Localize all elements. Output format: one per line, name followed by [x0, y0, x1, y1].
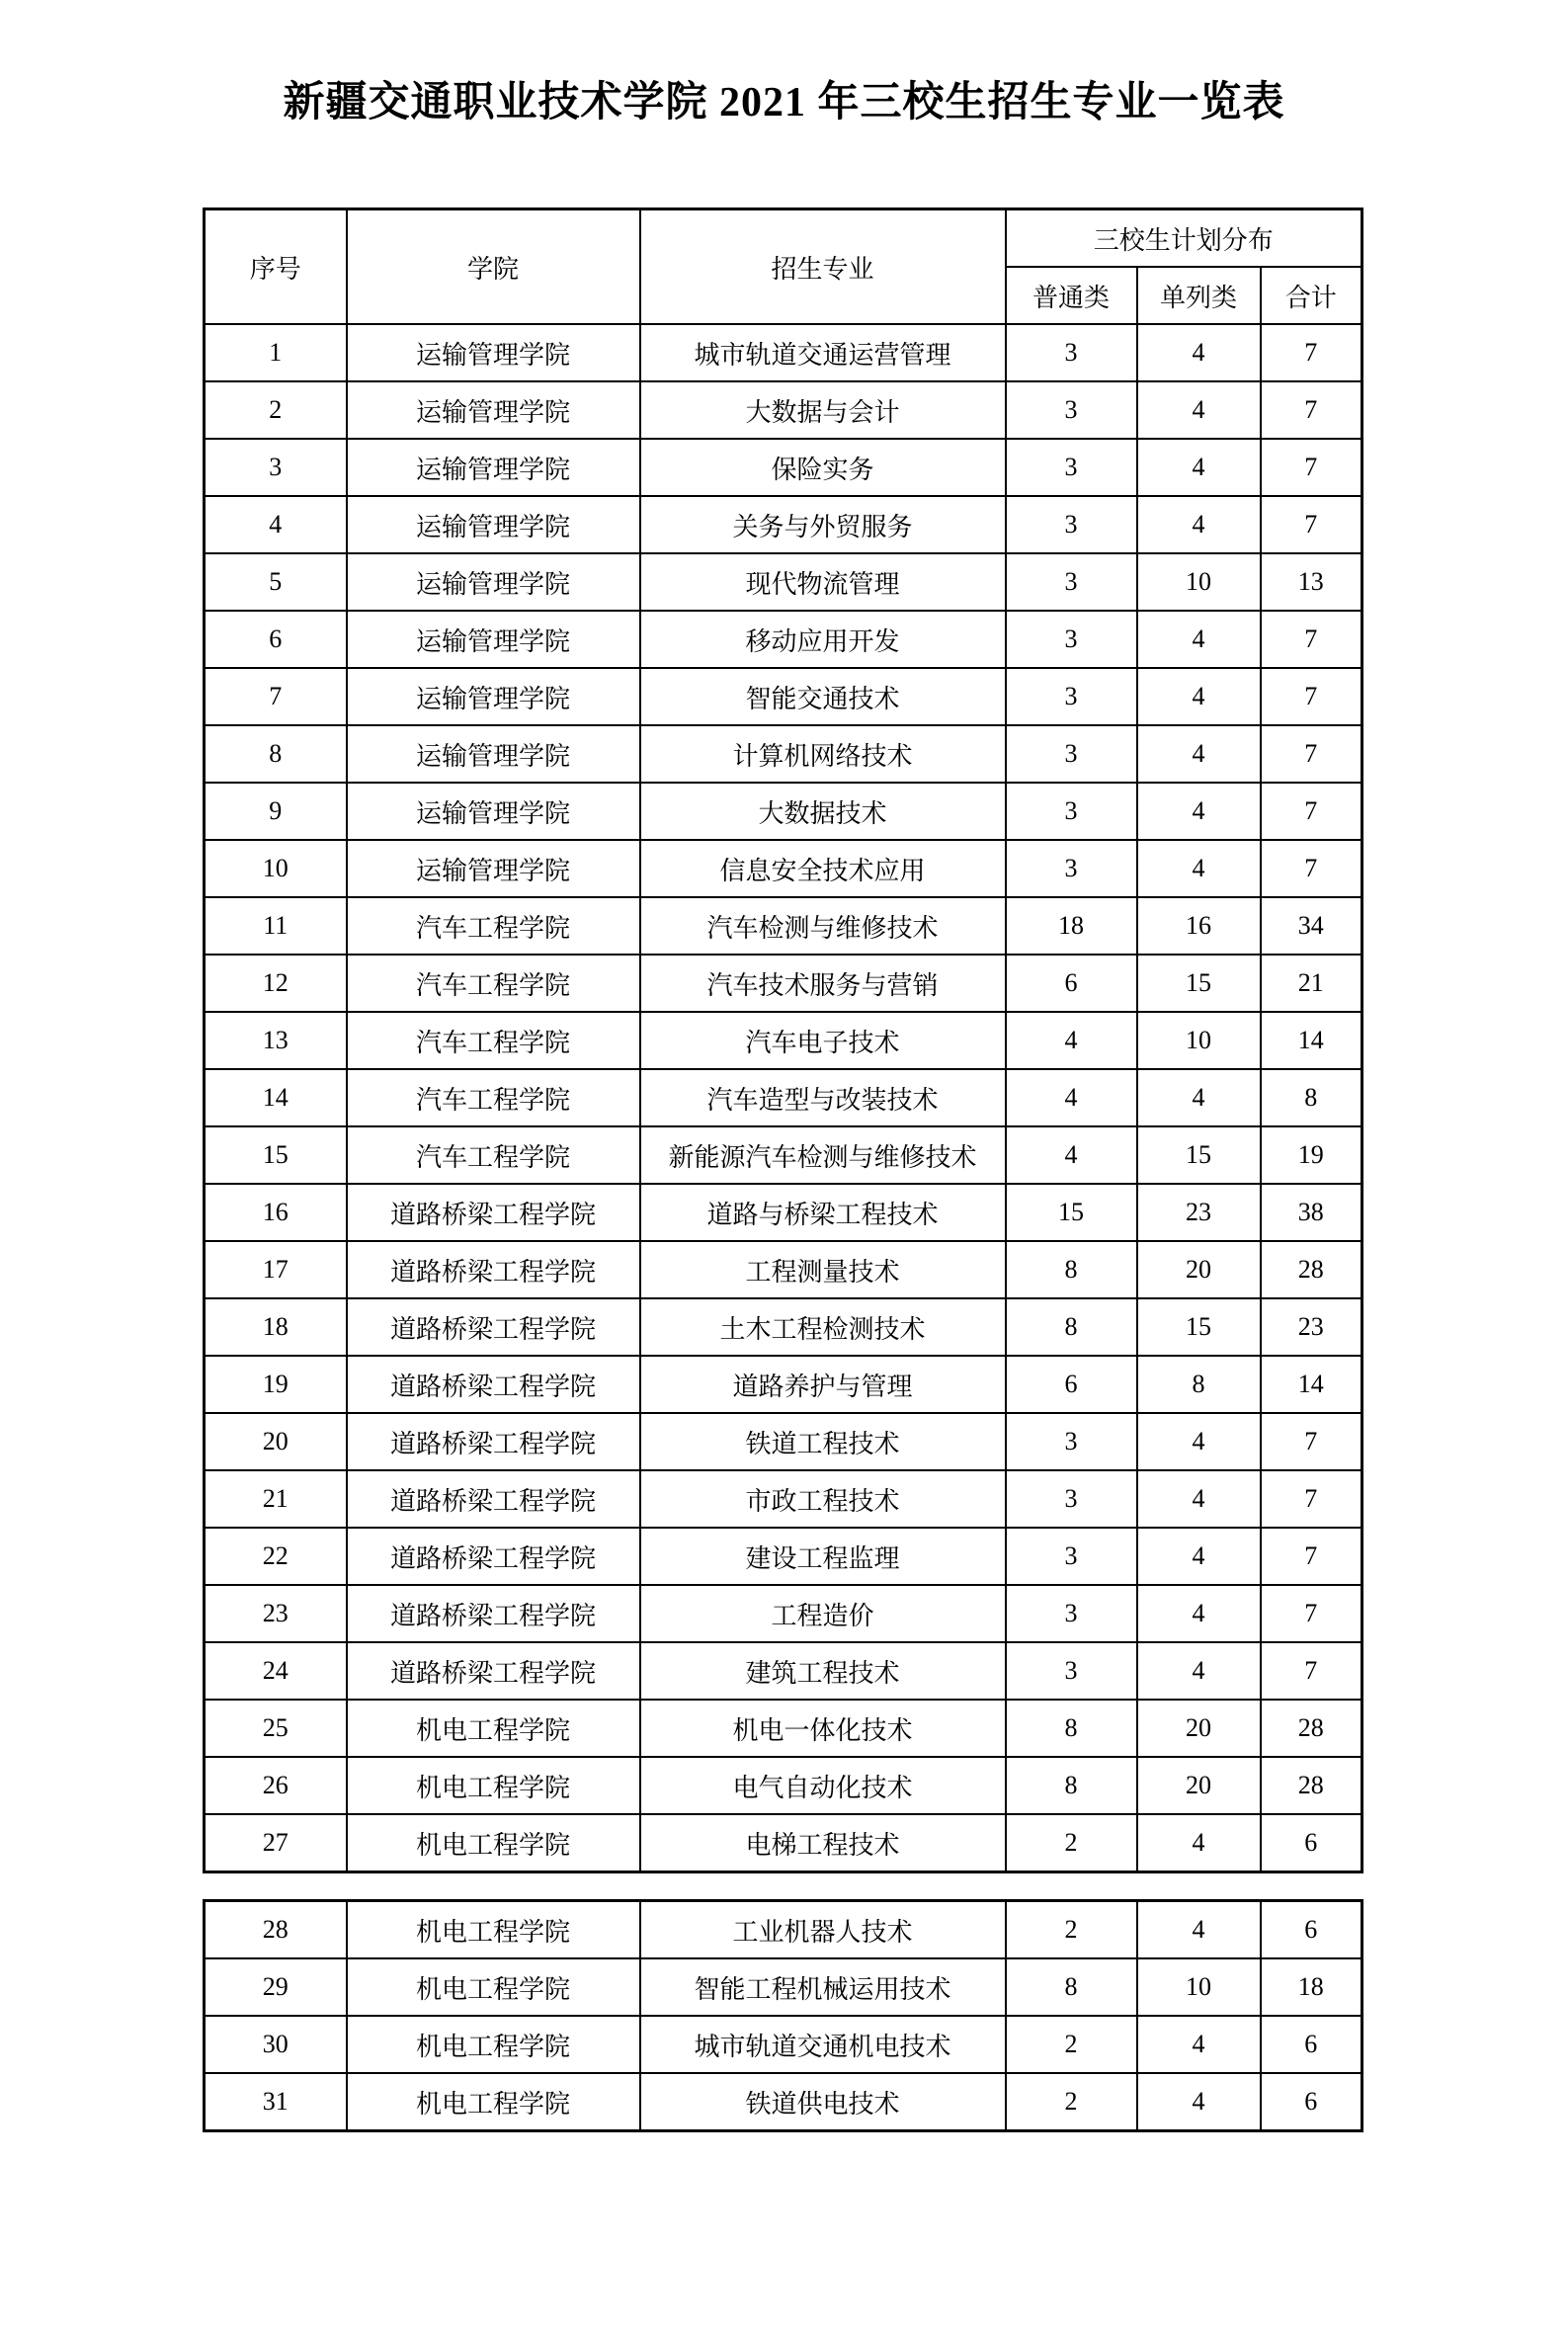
cell-separate-count: 16 — [1137, 897, 1261, 955]
cell-major-name: 工程测量技术 — [640, 1241, 1006, 1298]
cell-row-number: 11 — [205, 897, 347, 955]
cell-major-name: 电梯工程技术 — [640, 1814, 1006, 1872]
cell-college-name: 机电工程学院 — [347, 1901, 640, 1959]
cell-college-name: 运输管理学院 — [347, 725, 640, 783]
table-row — [205, 1528, 1362, 1585]
table-row — [205, 2016, 1362, 2073]
cell-row-number: 3 — [205, 439, 347, 496]
cell-general-count: 3 — [1006, 783, 1137, 840]
cell-general-count: 3 — [1006, 668, 1137, 725]
cell-total-count: 28 — [1261, 1700, 1362, 1757]
cell-row-number: 26 — [205, 1757, 347, 1814]
cell-college-name: 道路桥梁工程学院 — [347, 1184, 640, 1241]
cell-general-count: 8 — [1006, 1958, 1137, 2016]
cell-major-name: 土木工程检测技术 — [640, 1298, 1006, 1356]
cell-row-number: 7 — [205, 668, 347, 725]
cell-separate-count: 4 — [1137, 439, 1261, 496]
cell-total-count: 34 — [1261, 897, 1362, 955]
cell-total-count: 6 — [1261, 2073, 1362, 2131]
cell-row-number: 13 — [205, 1012, 347, 1069]
header-general: 普通类 — [1006, 267, 1137, 324]
cell-separate-count: 4 — [1137, 1585, 1261, 1642]
cell-general-count: 2 — [1006, 1814, 1137, 1872]
cell-general-count: 3 — [1006, 1585, 1137, 1642]
cell-major-name: 智能交通技术 — [640, 668, 1006, 725]
table-row — [205, 1901, 1362, 1959]
cell-college-name: 汽车工程学院 — [347, 955, 640, 1012]
table-row — [205, 1184, 1362, 1241]
cell-major-name: 信息安全技术应用 — [640, 840, 1006, 897]
cell-separate-count: 4 — [1137, 1528, 1261, 1585]
cell-college-name: 运输管理学院 — [347, 611, 640, 668]
cell-separate-count: 15 — [1137, 1126, 1261, 1184]
cell-major-name: 铁道供电技术 — [640, 2073, 1006, 2131]
cell-general-count: 3 — [1006, 496, 1137, 553]
cell-general-count: 15 — [1006, 1184, 1137, 1241]
cell-general-count: 8 — [1006, 1700, 1137, 1757]
cell-separate-count: 4 — [1137, 324, 1261, 381]
cell-total-count: 7 — [1261, 439, 1362, 496]
cell-college-name: 机电工程学院 — [347, 1814, 640, 1872]
cell-college-name: 运输管理学院 — [347, 668, 640, 725]
cell-major-name: 计算机网络技术 — [640, 725, 1006, 783]
table-row — [205, 1757, 1362, 1814]
table-row — [205, 1126, 1362, 1184]
admission-table-block-1 — [203, 208, 1363, 1873]
table-row — [205, 381, 1362, 439]
tables-wrap — [203, 208, 1366, 2132]
cell-total-count: 14 — [1261, 1356, 1362, 1413]
table-row — [205, 1700, 1362, 1757]
cell-major-name: 汽车电子技术 — [640, 1012, 1006, 1069]
cell-row-number: 25 — [205, 1700, 347, 1757]
cell-row-number: 19 — [205, 1356, 347, 1413]
cell-total-count: 13 — [1261, 553, 1362, 611]
cell-general-count: 8 — [1006, 1298, 1137, 1356]
cell-general-count: 4 — [1006, 1069, 1137, 1126]
cell-general-count: 3 — [1006, 553, 1137, 611]
header-row-top — [205, 209, 1362, 268]
table-header — [205, 209, 1362, 325]
cell-total-count: 7 — [1261, 381, 1362, 439]
table-row — [205, 1470, 1362, 1528]
cell-college-name: 运输管理学院 — [347, 553, 640, 611]
cell-total-count: 7 — [1261, 840, 1362, 897]
cell-total-count: 28 — [1261, 1241, 1362, 1298]
cell-college-name: 运输管理学院 — [347, 324, 640, 381]
cell-college-name: 机电工程学院 — [347, 1757, 640, 1814]
cell-row-number: 29 — [205, 1958, 347, 2016]
cell-total-count: 7 — [1261, 324, 1362, 381]
cell-college-name: 道路桥梁工程学院 — [347, 1642, 640, 1700]
cell-general-count: 3 — [1006, 381, 1137, 439]
cell-row-number: 24 — [205, 1642, 347, 1700]
table-row — [205, 1356, 1362, 1413]
cell-separate-count: 20 — [1137, 1241, 1261, 1298]
cell-major-name: 城市轨道交通运营管理 — [640, 324, 1006, 381]
cell-total-count: 7 — [1261, 1528, 1362, 1585]
cell-college-name: 道路桥梁工程学院 — [347, 1528, 640, 1585]
cell-separate-count: 4 — [1137, 1413, 1261, 1470]
cell-major-name: 保险实务 — [640, 439, 1006, 496]
cell-separate-count: 10 — [1137, 553, 1261, 611]
cell-total-count: 7 — [1261, 1642, 1362, 1700]
cell-total-count: 6 — [1261, 1814, 1362, 1872]
cell-separate-count: 4 — [1137, 1901, 1261, 1959]
cell-major-name: 市政工程技术 — [640, 1470, 1006, 1528]
cell-college-name: 道路桥梁工程学院 — [347, 1470, 640, 1528]
table-row — [205, 1012, 1362, 1069]
cell-college-name: 汽车工程学院 — [347, 1126, 640, 1184]
cell-row-number: 30 — [205, 2016, 347, 2073]
table-row — [205, 1069, 1362, 1126]
cell-college-name: 汽车工程学院 — [347, 897, 640, 955]
table-row — [205, 553, 1362, 611]
cell-general-count: 8 — [1006, 1241, 1137, 1298]
cell-separate-count: 20 — [1137, 1757, 1261, 1814]
cell-total-count: 28 — [1261, 1757, 1362, 1814]
table-body-block-2 — [205, 1901, 1362, 2131]
cell-major-name: 工程造价 — [640, 1585, 1006, 1642]
cell-general-count: 3 — [1006, 324, 1137, 381]
cell-separate-count: 4 — [1137, 381, 1261, 439]
cell-general-count: 3 — [1006, 1642, 1137, 1700]
cell-college-name: 道路桥梁工程学院 — [347, 1413, 640, 1470]
table-row — [205, 840, 1362, 897]
cell-college-name: 运输管理学院 — [347, 439, 640, 496]
cell-major-name: 新能源汽车检测与维修技术 — [640, 1126, 1006, 1184]
cell-separate-count: 20 — [1137, 1700, 1261, 1757]
table-row — [205, 496, 1362, 553]
cell-total-count: 21 — [1261, 955, 1362, 1012]
cell-separate-count: 8 — [1137, 1356, 1261, 1413]
cell-separate-count: 4 — [1137, 1642, 1261, 1700]
cell-row-number: 9 — [205, 783, 347, 840]
cell-total-count: 7 — [1261, 496, 1362, 553]
table-body-block-1 — [205, 324, 1362, 1872]
cell-separate-count: 4 — [1137, 2016, 1261, 2073]
cell-row-number: 20 — [205, 1413, 347, 1470]
table-row — [205, 897, 1362, 955]
table-row — [205, 2073, 1362, 2131]
header-plan-group: 三校生计划分布 — [1006, 209, 1362, 268]
cell-college-name: 机电工程学院 — [347, 2073, 640, 2131]
table-row — [205, 1642, 1362, 1700]
cell-major-name: 电气自动化技术 — [640, 1757, 1006, 1814]
cell-major-name: 智能工程机械运用技术 — [640, 1958, 1006, 2016]
cell-separate-count: 4 — [1137, 1814, 1261, 1872]
table-row — [205, 1298, 1362, 1356]
cell-total-count: 7 — [1261, 611, 1362, 668]
cell-general-count: 3 — [1006, 1413, 1137, 1470]
cell-college-name: 运输管理学院 — [347, 840, 640, 897]
cell-college-name: 道路桥梁工程学院 — [347, 1298, 640, 1356]
cell-row-number: 27 — [205, 1814, 347, 1872]
cell-total-count: 18 — [1261, 1958, 1362, 2016]
cell-separate-count: 4 — [1137, 840, 1261, 897]
cell-row-number: 4 — [205, 496, 347, 553]
cell-separate-count: 15 — [1137, 955, 1261, 1012]
cell-row-number: 16 — [205, 1184, 347, 1241]
table-row — [205, 1958, 1362, 2016]
cell-total-count: 38 — [1261, 1184, 1362, 1241]
cell-row-number: 15 — [205, 1126, 347, 1184]
cell-total-count: 6 — [1261, 2016, 1362, 2073]
cell-major-name: 机电一体化技术 — [640, 1700, 1006, 1757]
table-row — [205, 611, 1362, 668]
cell-college-name: 机电工程学院 — [347, 1958, 640, 2016]
cell-separate-count: 4 — [1137, 1069, 1261, 1126]
cell-separate-count: 10 — [1137, 1012, 1261, 1069]
table-row — [205, 668, 1362, 725]
table-row — [205, 955, 1362, 1012]
cell-college-name: 汽车工程学院 — [347, 1069, 640, 1126]
admission-table-block-2 — [203, 1899, 1363, 2132]
cell-major-name: 移动应用开发 — [640, 611, 1006, 668]
cell-college-name: 机电工程学院 — [347, 1700, 640, 1757]
cell-row-number: 12 — [205, 955, 347, 1012]
cell-major-name: 道路与桥梁工程技术 — [640, 1184, 1006, 1241]
page-title: 新疆交通职业技术学院 2021 年三校生招生专业一览表 — [283, 80, 1285, 125]
cell-major-name: 汽车造型与改装技术 — [640, 1069, 1006, 1126]
cell-college-name: 道路桥梁工程学院 — [347, 1585, 640, 1642]
cell-separate-count: 4 — [1137, 668, 1261, 725]
cell-separate-count: 4 — [1137, 783, 1261, 840]
cell-row-number: 1 — [205, 324, 347, 381]
cell-major-name: 现代物流管理 — [640, 553, 1006, 611]
cell-general-count: 3 — [1006, 1470, 1137, 1528]
cell-separate-count: 4 — [1137, 1470, 1261, 1528]
cell-total-count: 19 — [1261, 1126, 1362, 1184]
cell-general-count: 6 — [1006, 955, 1137, 1012]
cell-college-name: 机电工程学院 — [347, 2016, 640, 2073]
cell-row-number: 6 — [205, 611, 347, 668]
table-row — [205, 725, 1362, 783]
cell-total-count: 7 — [1261, 1585, 1362, 1642]
cell-major-name: 铁道工程技术 — [640, 1413, 1006, 1470]
cell-separate-count: 4 — [1137, 496, 1261, 553]
cell-general-count: 3 — [1006, 1528, 1137, 1585]
cell-total-count: 7 — [1261, 1413, 1362, 1470]
table-row — [205, 1814, 1362, 1872]
cell-row-number: 18 — [205, 1298, 347, 1356]
cell-major-name: 大数据技术 — [640, 783, 1006, 840]
cell-general-count: 3 — [1006, 840, 1137, 897]
cell-row-number: 10 — [205, 840, 347, 897]
table-row — [205, 783, 1362, 840]
cell-college-name: 道路桥梁工程学院 — [347, 1241, 640, 1298]
cell-general-count: 4 — [1006, 1126, 1137, 1184]
cell-major-name: 城市轨道交通机电技术 — [640, 2016, 1006, 2073]
cell-major-name: 道路养护与管理 — [640, 1356, 1006, 1413]
cell-separate-count: 23 — [1137, 1184, 1261, 1241]
cell-row-number: 17 — [205, 1241, 347, 1298]
cell-row-number: 21 — [205, 1470, 347, 1528]
cell-total-count: 7 — [1261, 725, 1362, 783]
cell-row-number: 31 — [205, 2073, 347, 2131]
cell-separate-count: 4 — [1137, 2073, 1261, 2131]
cell-general-count: 2 — [1006, 1901, 1137, 1959]
cell-row-number: 28 — [205, 1901, 347, 1959]
cell-total-count: 23 — [1261, 1298, 1362, 1356]
cell-major-name: 建设工程监理 — [640, 1528, 1006, 1585]
cell-separate-count: 15 — [1137, 1298, 1261, 1356]
table-row — [205, 439, 1362, 496]
header-college: 学院 — [347, 209, 640, 325]
cell-total-count: 7 — [1261, 1470, 1362, 1528]
cell-general-count: 6 — [1006, 1356, 1137, 1413]
cell-general-count: 8 — [1006, 1757, 1137, 1814]
cell-row-number: 22 — [205, 1528, 347, 1585]
cell-major-name: 汽车技术服务与营销 — [640, 955, 1006, 1012]
cell-major-name: 大数据与会计 — [640, 381, 1006, 439]
cell-general-count: 18 — [1006, 897, 1137, 955]
cell-row-number: 5 — [205, 553, 347, 611]
cell-separate-count: 10 — [1137, 1958, 1261, 2016]
cell-major-name: 汽车检测与维修技术 — [640, 897, 1006, 955]
header-major: 招生专业 — [640, 209, 1006, 325]
cell-total-count: 7 — [1261, 668, 1362, 725]
cell-row-number: 2 — [205, 381, 347, 439]
cell-total-count: 14 — [1261, 1012, 1362, 1069]
table-row — [205, 324, 1362, 381]
cell-college-name: 汽车工程学院 — [347, 1012, 640, 1069]
cell-major-name: 关务与外贸服务 — [640, 496, 1006, 553]
cell-separate-count: 4 — [1137, 725, 1261, 783]
table-row — [205, 1413, 1362, 1470]
cell-college-name: 运输管理学院 — [347, 783, 640, 840]
cell-major-name: 建筑工程技术 — [640, 1642, 1006, 1700]
table-row — [205, 1585, 1362, 1642]
cell-general-count: 2 — [1006, 2016, 1137, 2073]
cell-total-count: 6 — [1261, 1901, 1362, 1959]
header-separate: 单列类 — [1137, 267, 1261, 324]
cell-row-number: 14 — [205, 1069, 347, 1126]
cell-general-count: 3 — [1006, 439, 1137, 496]
cell-major-name: 工业机器人技术 — [640, 1901, 1006, 1959]
cell-row-number: 23 — [205, 1585, 347, 1642]
table-row — [205, 1241, 1362, 1298]
cell-total-count: 7 — [1261, 783, 1362, 840]
cell-general-count: 3 — [1006, 725, 1137, 783]
header-no: 序号 — [205, 209, 347, 325]
cell-total-count: 8 — [1261, 1069, 1362, 1126]
cell-college-name: 运输管理学院 — [347, 496, 640, 553]
cell-college-name: 运输管理学院 — [347, 381, 640, 439]
cell-general-count: 3 — [1006, 611, 1137, 668]
cell-separate-count: 4 — [1137, 611, 1261, 668]
cell-general-count: 4 — [1006, 1012, 1137, 1069]
cell-row-number: 8 — [205, 725, 347, 783]
cell-general-count: 2 — [1006, 2073, 1137, 2131]
header-total: 合计 — [1261, 267, 1362, 324]
cell-college-name: 道路桥梁工程学院 — [347, 1356, 640, 1413]
